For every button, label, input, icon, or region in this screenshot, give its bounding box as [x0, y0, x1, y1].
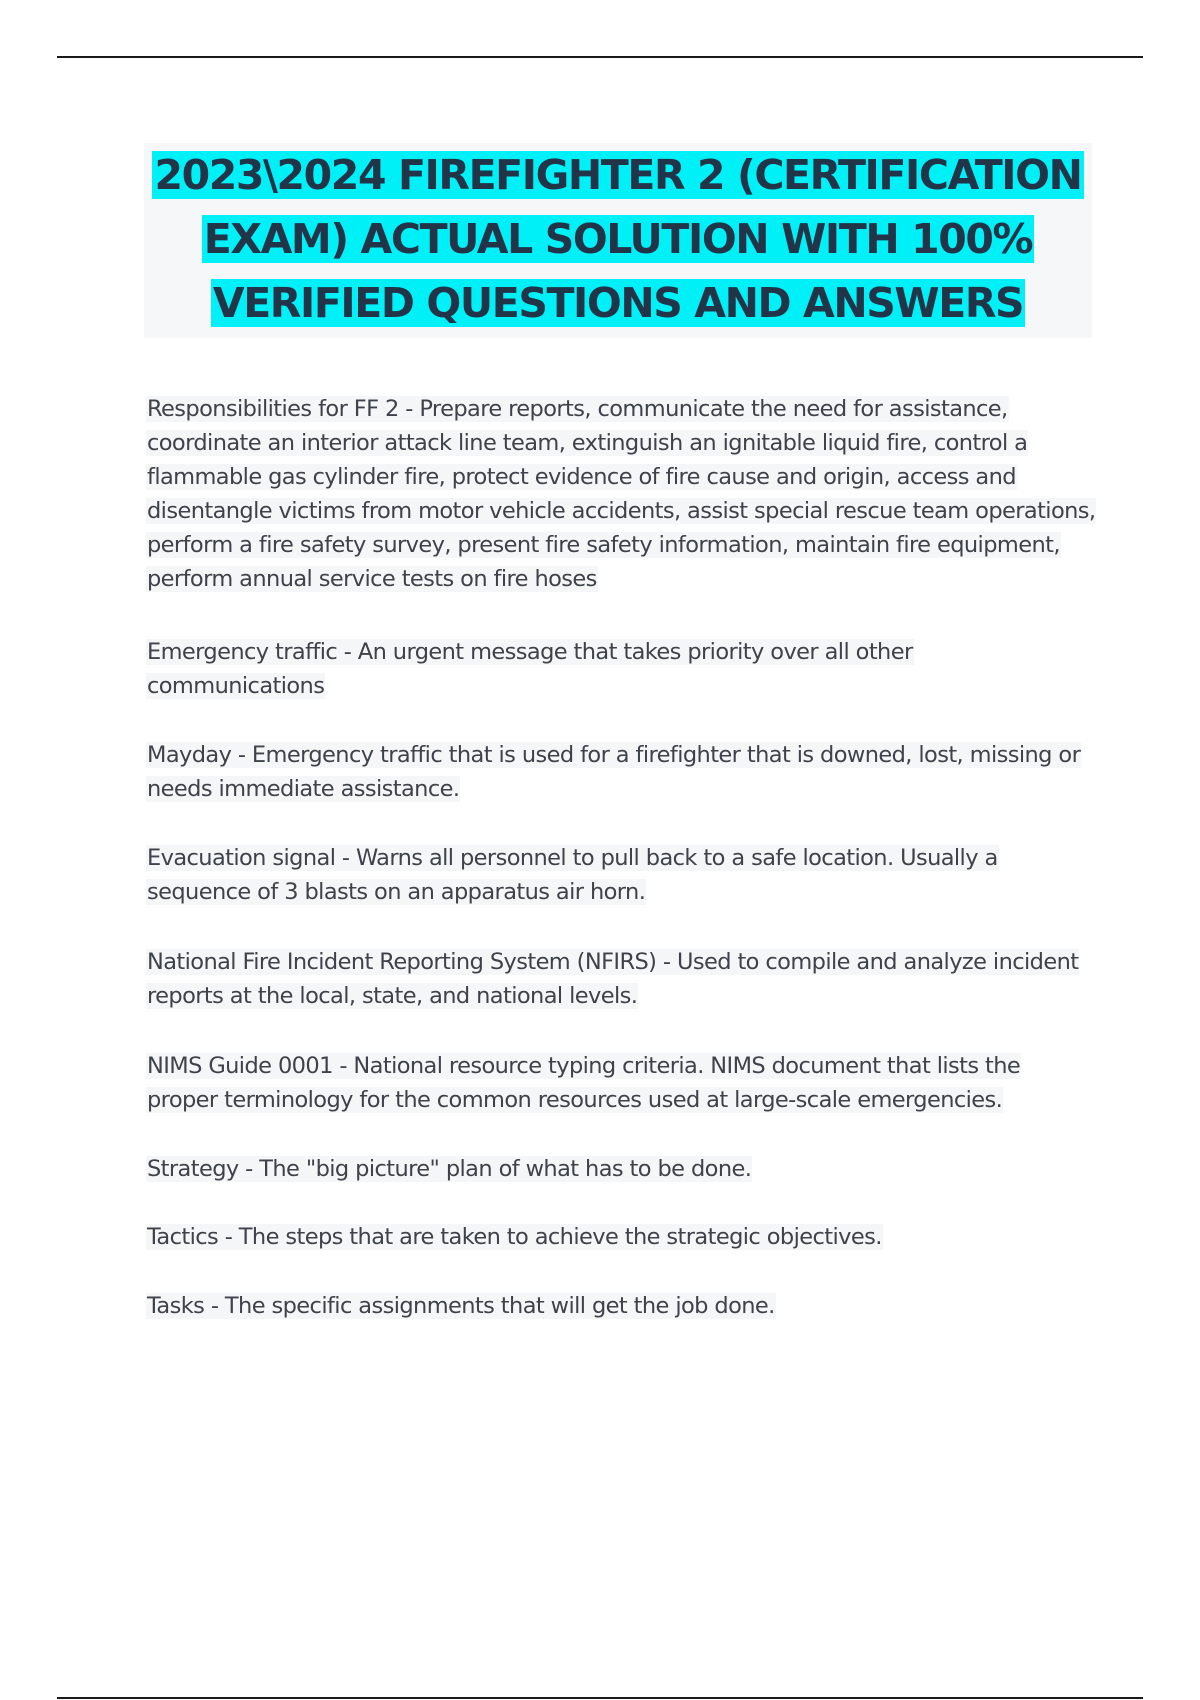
qa-entry-evacuation-signal: Evacuation signal - Warns all personnel to pull back to a safe location. Usually a sequence of 3 blasts on an apparatus air horn. [147, 845, 998, 905]
title-line-1: 2023\2024 FIREFIGHTER 2 (CERTIFICATION [154, 151, 1082, 199]
title-line-2: EXAM) ACTUAL SOLUTION WITH 100% [203, 215, 1033, 263]
top-rule [57, 56, 1143, 58]
qa-entry-tasks: Tasks - The specific assignments that will get the job done. [147, 1293, 775, 1319]
qa-entry-strategy: Strategy - The "big picture" plan of what has to be done. [147, 1156, 752, 1182]
qa-entry-emergency-traffic: Emergency traffic - An urgent message that takes priority over all other communications [147, 639, 913, 699]
qa-entry-mayday: Mayday - Emergency traffic that is used for a firefighter that is downed, lost, missing or needs immediate assistance. [147, 742, 1081, 802]
qa-entry-responsibilities: Responsibilities for FF 2 - Prepare reports, communicate the need for assistance, coordinate an interior attack line team, extinguish an ignitable liquid fire, control a flammable gas cylinder fire, protect evidence of fire cause and origin, access and disentangle victims from motor vehicle accidents, assist special rescue team operations, perform a fire safety survey, present fire safety information, maintain fire equipment, perform annual service tests on fire hoses [147, 396, 1096, 592]
title-line-3: VERIFIED QUESTIONS AND ANSWERS [212, 279, 1024, 327]
qa-entry-tactics: Tactics - The steps that are taken to achieve the strategic objectives. [147, 1224, 882, 1250]
bottom-rule [57, 1697, 1143, 1699]
qa-entry-nfirs: National Fire Incident Reporting System (NFIRS) - Used to compile and analyze incident reports at the local, state, and national levels. [147, 949, 1079, 1009]
qa-entry-nims-guide: NIMS Guide 0001 - National resource typing criteria. NIMS document that lists the proper terminology for the common resources used at large-scale emergencies. [147, 1053, 1021, 1113]
document-title [144, 143, 1092, 338]
